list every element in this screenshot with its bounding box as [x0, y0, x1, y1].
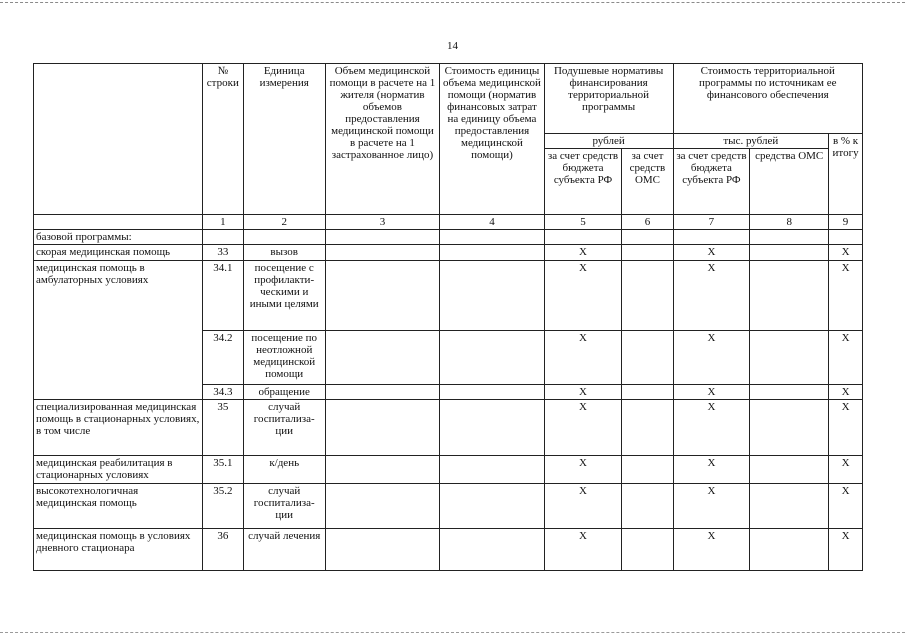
row-no: 34.1	[202, 261, 243, 331]
row-unit: посещение с профилакти-ческими и иными целями	[243, 261, 325, 331]
row-oms-per-capita	[622, 484, 673, 529]
header-budget-funds: за счет средств бюджета субъекта РФ	[544, 149, 622, 215]
row-no: 34.2	[202, 331, 243, 385]
column-number: 8	[750, 215, 829, 230]
row-oms-per-capita	[622, 456, 673, 484]
table-row-base-program	[34, 230, 863, 245]
table-row	[34, 400, 863, 456]
row-oms-cost	[750, 456, 829, 484]
header-oms-funds: за счет средств ОМС	[622, 149, 673, 215]
row-budget-per-capita: Х	[544, 456, 622, 484]
row-no: 35	[202, 400, 243, 456]
column-number: 7	[673, 215, 750, 230]
base-program-label: базовой программы:	[34, 230, 203, 245]
row-percent: Х	[829, 245, 863, 261]
row-cost	[440, 456, 544, 484]
row-oms-per-capita	[622, 529, 673, 571]
row-unit: к/день	[243, 456, 325, 484]
header-cost: Стоимость единицы объема медицинской помощи (норматив финансовых затрат на единицу объема предоставления медицинской помощи)	[440, 64, 544, 215]
row-no: 33	[202, 245, 243, 261]
scan-edge-top	[0, 2, 905, 3]
header-row-1	[34, 64, 863, 134]
row-unit: обращение	[243, 385, 325, 400]
column-number: 3	[325, 215, 440, 230]
header-percent-total: в % к итогу	[829, 134, 863, 215]
row-oms-cost	[750, 245, 829, 261]
row-oms-cost	[750, 331, 829, 385]
row-name: медицинская помощь в амбулаторных условиях	[34, 261, 203, 400]
row-no: 35.2	[202, 484, 243, 529]
row-oms-per-capita	[622, 385, 673, 400]
row-budget-per-capita: Х	[544, 245, 622, 261]
financing-table	[33, 63, 863, 571]
row-percent: Х	[829, 529, 863, 571]
header-rubles: рублей	[544, 134, 673, 149]
column-number-row	[34, 215, 863, 230]
column-number: 9	[829, 215, 863, 230]
row-budget-per-capita: Х	[544, 261, 622, 331]
row-name: медицинская реабилитация в стационарных условиях	[34, 456, 203, 484]
row-oms-cost	[750, 484, 829, 529]
row-no: 36	[202, 529, 243, 571]
row-unit: случай госпитализа-ции	[243, 484, 325, 529]
row-percent: Х	[829, 484, 863, 529]
header-name-column	[34, 64, 203, 215]
table-row	[34, 245, 863, 261]
row-oms-cost	[750, 385, 829, 400]
row-unit: вызов	[243, 245, 325, 261]
row-oms-per-capita	[622, 331, 673, 385]
row-cost	[440, 484, 544, 529]
row-oms-per-capita	[622, 400, 673, 456]
row-volume	[325, 245, 440, 261]
page-number: 14	[447, 40, 458, 52]
scan-edge-bottom	[0, 632, 905, 633]
row-budget-cost: Х	[673, 456, 750, 484]
row-budget-per-capita: Х	[544, 385, 622, 400]
row-name: высокотехнологичная медицинская помощь	[34, 484, 203, 529]
row-budget-cost: Х	[673, 529, 750, 571]
header-unit: Единица измерения	[243, 64, 325, 215]
row-name: специализированная медицинская помощь в стационарных условиях, в том числе	[34, 400, 203, 456]
table-row	[34, 456, 863, 484]
row-oms-cost	[750, 261, 829, 331]
header-thousand-rubles: тыс. рублей	[673, 134, 829, 149]
row-oms-cost	[750, 529, 829, 571]
table-row	[34, 529, 863, 571]
table-row	[34, 484, 863, 529]
row-oms-cost	[750, 400, 829, 456]
row-no: 35.1	[202, 456, 243, 484]
row-budget-cost: Х	[673, 245, 750, 261]
row-unit: случай госпитализа-ции	[243, 400, 325, 456]
row-percent: Х	[829, 456, 863, 484]
row-budget-cost: Х	[673, 385, 750, 400]
row-cost	[440, 331, 544, 385]
row-budget-per-capita: Х	[544, 331, 622, 385]
header-budget-funds-2: за счет средств бюджета субъекта РФ	[673, 149, 750, 215]
row-percent: Х	[829, 400, 863, 456]
column-number: 6	[622, 215, 673, 230]
column-number: 4	[440, 215, 544, 230]
row-budget-cost: Х	[673, 400, 750, 456]
row-name: скорая медицинская помощь	[34, 245, 203, 261]
row-volume	[325, 529, 440, 571]
row-budget-per-capita: Х	[544, 484, 622, 529]
row-percent: Х	[829, 385, 863, 400]
header-row-no: № строки	[202, 64, 243, 215]
row-cost	[440, 385, 544, 400]
row-budget-cost: Х	[673, 331, 750, 385]
column-number-blank	[34, 215, 203, 230]
row-budget-per-capita: Х	[544, 400, 622, 456]
row-name: медицинская помощь в условиях дневного стационара	[34, 529, 203, 571]
row-budget-cost: Х	[673, 261, 750, 331]
row-percent: Х	[829, 261, 863, 331]
table-row	[34, 261, 863, 331]
row-volume	[325, 456, 440, 484]
row-oms-per-capita	[622, 261, 673, 331]
row-volume	[325, 261, 440, 331]
row-oms-per-capita	[622, 245, 673, 261]
row-cost	[440, 245, 544, 261]
row-cost	[440, 261, 544, 331]
row-volume	[325, 400, 440, 456]
row-unit: посещение по неотложной медицинской помощи	[243, 331, 325, 385]
column-number: 5	[544, 215, 622, 230]
row-percent: Х	[829, 331, 863, 385]
row-no: 34.3	[202, 385, 243, 400]
row-volume	[325, 385, 440, 400]
row-unit: случай лечения	[243, 529, 325, 571]
row-budget-cost: Х	[673, 484, 750, 529]
header-per-capita: Подушевые нормативы финансирования территориальной программы	[544, 64, 673, 134]
row-cost	[440, 400, 544, 456]
header-territorial: Стоимость территориальной программы по источникам ее финансового обеспечения	[673, 64, 862, 134]
row-budget-per-capita: Х	[544, 529, 622, 571]
row-volume	[325, 484, 440, 529]
column-number: 1	[202, 215, 243, 230]
row-cost	[440, 529, 544, 571]
column-number: 2	[243, 215, 325, 230]
header-volume: Объем медицинской помощи в расчете на 1 жителя (норматив объемов предоставления медицинской помощи в расчете на 1 застрахованное лицо)	[325, 64, 440, 215]
row-volume	[325, 331, 440, 385]
header-oms-funds-2: средства ОМС	[750, 149, 829, 215]
